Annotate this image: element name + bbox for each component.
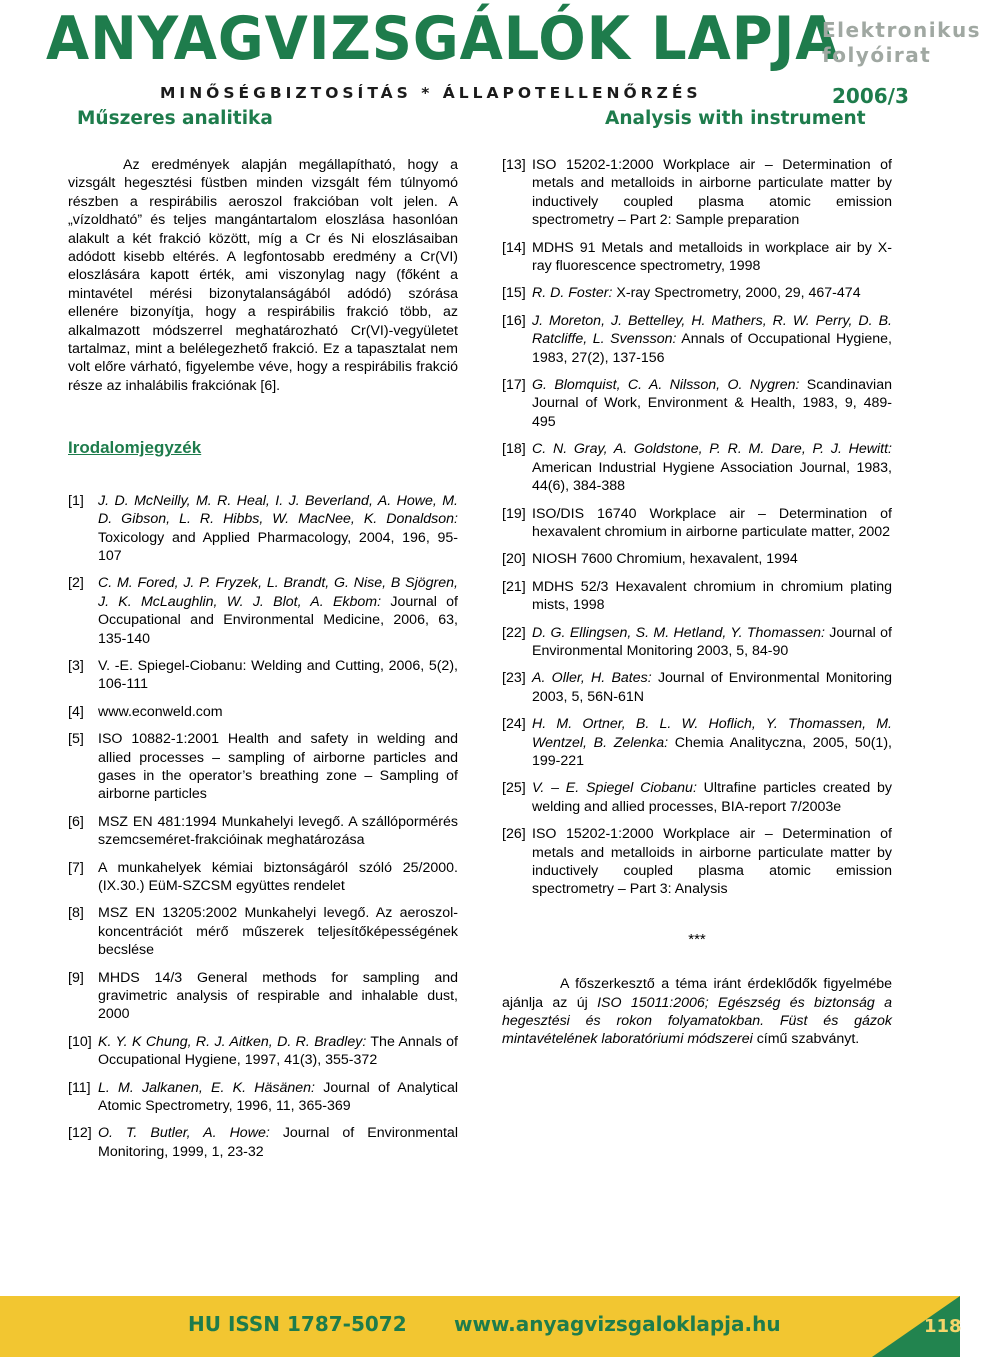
reference-item <box>502 312 892 367</box>
reference-source: ISO/DIS 16740 Workplace air – Determination of hexavalent chromium in airborne particulate matter, 2002 <box>532 505 892 540</box>
reference-item <box>502 825 892 899</box>
reference-number: [3] <box>68 657 84 674</box>
reference-text <box>532 779 892 816</box>
reference-authors: R. D. Foster: <box>532 285 613 302</box>
reference-text <box>98 703 458 721</box>
reference-item <box>68 730 458 804</box>
masthead-subline: MINŐSÉGBIZTOSÍTÁS * ÁLLAPOTELLENŐRZÉS <box>160 84 702 102</box>
footer-website-link[interactable]: www.anyagvizsgaloklapja.hu <box>454 1312 781 1336</box>
reference-text <box>532 376 892 431</box>
reference-text <box>98 813 458 850</box>
elektronikus-text: Elektronikus <box>822 18 981 42</box>
reference-number: [9] <box>68 969 84 986</box>
reference-text <box>532 550 892 568</box>
reference-number: [14] <box>502 239 526 256</box>
folyoirat-text: folyóirat <box>822 43 932 67</box>
reference-item <box>68 859 458 896</box>
reference-number: [25] <box>502 780 526 797</box>
reference-source: The Annals of Occupational Hygiene, 1997, 41(3), 355-372 <box>98 1033 459 1069</box>
reference-item <box>68 1124 458 1161</box>
reference-text <box>98 969 458 1024</box>
reference-text <box>532 156 892 230</box>
reference-source: ISO 15202-1:2000 Workplace air – Determination of metals and metalloids in airborne particulate matter by inductively coupled plasma atomic emission spectrometry – Part 3: Analysis <box>532 826 892 898</box>
electronic-journal-label <box>822 18 981 68</box>
reference-item <box>502 440 892 495</box>
reference-authors: J. D. McNeilly, M. R. Heal, I. J. Beverland, A. Howe, M. D. Gibson, L. R. Hibbs, W. MacNee, K. Donaldson: <box>98 492 458 528</box>
references-list-left <box>68 492 458 1162</box>
reference-text <box>532 578 892 615</box>
reference-authors: V. – E. Spiegel Ciobanu: <box>532 780 697 797</box>
reference-number: [10] <box>68 1033 92 1050</box>
reference-number: [26] <box>502 826 526 843</box>
reference-item <box>502 550 892 568</box>
reference-text <box>532 825 892 899</box>
reference-source: Journal of Analytical Atomic Spectrometry, 1996, 11, 365-369 <box>98 1079 459 1115</box>
reference-authors: K. Y. K Chung, R. J. Aitken, D. R. Bradley: <box>98 1033 367 1050</box>
editor-note <box>502 975 892 1049</box>
reference-text <box>532 669 892 706</box>
reference-authors: H. M. Ortner, B. L. W. Hoflich, Y. Thomassen, M. Wentzel, B. Zelenka: <box>532 716 892 751</box>
reference-number: [21] <box>502 578 526 595</box>
reference-number: [2] <box>68 575 84 592</box>
reference-number: [13] <box>502 157 526 173</box>
reference-source: Journal of Environmental Monitoring 2003, 5, 56N-61N <box>532 670 892 705</box>
reference-source: Scandinavian Journal of Work, Environment & Health, 1983, 9, 489-495 <box>532 377 892 430</box>
reference-source: X-ray Spectrometry, 2000, 29, 467-474 <box>616 285 861 302</box>
references-list-right <box>502 156 892 899</box>
editor-note-lead: A főszerkesztő a téma iránt érdeklődők figyelmébe ajánlja az új <box>502 976 892 1011</box>
reference-source: Ultrafine particles created by welding and allied processes, BIA-report 7/2003e <box>532 780 892 815</box>
reference-item <box>502 284 892 302</box>
reference-number: [22] <box>502 624 526 641</box>
reference-text <box>532 624 892 661</box>
reference-item <box>68 904 458 959</box>
footer-issn: HU ISSN 1787-5072 <box>188 1312 407 1336</box>
reference-source: ISO 15202-1:2000 Workplace air – Determination of metals and metalloids in airborne particulate matter by inductively coupled plasma atomic emission spectrometry – Part 2: Sample preparation <box>532 157 892 229</box>
reference-text <box>98 657 458 694</box>
reference-number: [12] <box>68 1125 92 1142</box>
reference-authors: D. G. Ellingsen, S. M. Hetland, Y. Thomassen: <box>532 624 825 641</box>
reference-text <box>98 1079 458 1116</box>
reference-text <box>532 239 892 276</box>
reference-authors: L. M. Jalkanen, E. K. Häsänen: <box>98 1079 316 1096</box>
reference-number: [6] <box>68 813 84 830</box>
intro-paragraph <box>68 156 458 395</box>
reference-source: MSZ EN 13205:2002 Munkahelyi levegő. Az aeroszol-koncentrációt mérő műszerek teljesítőképességének becslése <box>98 905 458 959</box>
reference-text <box>98 492 458 566</box>
reference-item <box>68 1033 458 1070</box>
right-column <box>502 156 892 1049</box>
reference-source: MDHS 91 Metals and metalloids in workplace air by X-ray fluorescence spectrometry, 1998 <box>532 239 892 275</box>
reference-number: [24] <box>502 716 526 733</box>
reference-authors: J. Moreton, J. Bettelley, H. Mathers, R. W. Perry, D. B. Ratcliffe, L. Svensson: <box>532 312 892 348</box>
reference-source: Journal of Environmental Monitoring 2003, 5, 84-90 <box>532 624 892 659</box>
reference-text <box>532 312 892 367</box>
reference-source: American Industrial Hygiene Association Journal, 1983, 44(6), 384-388 <box>532 459 892 495</box>
section-label-en: Analysis with instrument <box>605 108 866 129</box>
reference-source: Journal of Environmental Monitoring, 1999, 1, 23-32 <box>98 1125 458 1160</box>
reference-number: [5] <box>68 731 84 748</box>
reference-item <box>502 779 892 816</box>
reference-source: A munkahelyek kémiai biztonságáról szóló 25/2000. (IX.30.) EüM-SZCSM együttes rendelet <box>98 859 458 894</box>
reference-source: MDHS 52/3 Hexavalent chromium in chromium plating mists, 1998 <box>532 578 892 614</box>
reference-number: [1] <box>68 492 84 509</box>
reference-source: MHDS 14/3 General methods for sampling and gravimetric analysis of respirable and inhalable dust, 2000 <box>98 969 458 1023</box>
reference-authors: C. N. Gray, A. Goldstone, P. R. M. Dare, P. J. Hewitt: <box>532 441 892 458</box>
editor-note-standard: ISO 15011:2006; Egészség és biztonság a hegesztési és rokon folyamatokban. Füst és gázok mintavételének laboratóriumi módszerei <box>502 994 892 1048</box>
reference-number: [15] <box>502 285 526 302</box>
reference-item <box>68 1079 458 1116</box>
reference-item <box>68 703 458 721</box>
reference-authors: O. T. Butler, A. Howe: <box>98 1125 270 1142</box>
reference-source: NIOSH 7600 Chromium, hexavalent, 1994 <box>532 551 798 568</box>
reference-text <box>532 505 892 542</box>
reference-source: www.econweld.com <box>98 703 223 720</box>
reference-source: MSZ EN 481:1994 Munkahelyi levegő. A szállópormérés szemcseméret-frakcióinak meghatározása <box>98 813 458 849</box>
reference-authors: G. Blomquist, C. A. Nilsson, O. Nygren: <box>532 377 800 394</box>
reference-authors: A. Oller, H. Bates: <box>532 670 652 687</box>
reference-source: Toxicology and Applied Pharmacology, 2004, 196, 95-107 <box>98 529 458 564</box>
reference-number: [4] <box>68 703 84 720</box>
reference-text <box>98 904 458 959</box>
reference-number: [16] <box>502 312 526 329</box>
editor-note-tail: című szabványt. <box>752 1031 860 1048</box>
reference-item <box>502 505 892 542</box>
reference-item <box>502 156 892 230</box>
reference-number: [18] <box>502 441 526 458</box>
reference-source: Chemia Analityczna, 2005, 50(1), 199-221 <box>532 734 892 769</box>
issue-number: 2006/3 <box>832 84 909 108</box>
reference-number: [7] <box>68 859 84 876</box>
reference-source: V. -E. Spiegel-Ciobanu: Welding and Cutting, 2006, 5(2), 106-111 <box>98 657 458 693</box>
section-label-hu: Műszeres analitika <box>77 108 273 129</box>
reference-source: Annals of Occupational Hygiene, 1983, 27(2), 137-156 <box>532 331 892 366</box>
separator-stars: *** <box>688 930 706 948</box>
page-number: 118 <box>924 1316 962 1337</box>
reference-number: [8] <box>68 905 84 922</box>
reference-item <box>502 239 892 276</box>
reference-item <box>502 715 892 770</box>
reference-item <box>68 492 458 566</box>
reference-number: [23] <box>502 670 526 687</box>
reference-item <box>68 969 458 1024</box>
reference-number: [19] <box>502 505 526 522</box>
reference-item <box>502 624 892 661</box>
reference-authors: C. M. Fored, J. P. Fryzek, L. Brandt, G. Nise, B Sjögren, J. K. McLaughlin, W. J. Blot, A. Ekbom: <box>98 575 458 610</box>
reference-source: Journal of Occupational and Environmental Medicine, 2006, 63, 135-140 <box>98 593 458 647</box>
references-heading: Irodalomjegyzék <box>68 438 202 458</box>
reference-item <box>502 376 892 431</box>
intro-text: Az eredmények alapján megállapítható, hogy a vizsgált hegesztési füstben minden vizsgált fém túlnyomó részben a respirábilis aeroszol frakcióban volt jelen. A „vízoldható” és teljes mangántartalom eloszlása hasonlóan alakult a két frakció között, míg a Cr és Ni eloszlásaiban adódott kisebb eltérés. A legfontosabb eredmény a Cr(VI) eloszlására kapott érték, ami viszonylag nagy (főként a mintavétel mérési bizonytalanságából adódó) szórása ellenére bizonyítja, hogy a respirábilis frakció több, az alkalmazott módszerrel meghatározható Cr(VI)-vegyületet tartalmaz, mint a belélegezhető frakció. Ez a tapasztalat nem volt előre várható, figyelembe véve, hogy a respirábilis frakció része az inhalábilis frakciónak [6]. <box>68 157 458 394</box>
reference-text <box>98 1124 458 1161</box>
reference-item <box>68 574 458 648</box>
reference-number: [17] <box>502 377 526 394</box>
reference-text <box>98 730 458 804</box>
reference-text <box>532 284 892 302</box>
reference-text <box>98 574 458 648</box>
reference-text <box>532 440 892 495</box>
reference-item <box>502 669 892 706</box>
reference-text <box>98 1033 458 1070</box>
masthead-title: ANYAGVIZSGÁLÓK LAPJA <box>46 4 840 74</box>
reference-text <box>98 859 458 896</box>
reference-item <box>502 578 892 615</box>
reference-text <box>532 715 892 770</box>
reference-item <box>68 657 458 694</box>
reference-item <box>68 813 458 850</box>
reference-source: ISO 10882-1:2001 Health and safety in welding and allied processes – sampling of airborne particles and gases in the operator’s breathing zone – Sampling of airborne particles <box>98 731 458 803</box>
reference-number: [11] <box>68 1079 91 1096</box>
left-column <box>68 156 458 1170</box>
reference-number: [20] <box>502 551 526 568</box>
